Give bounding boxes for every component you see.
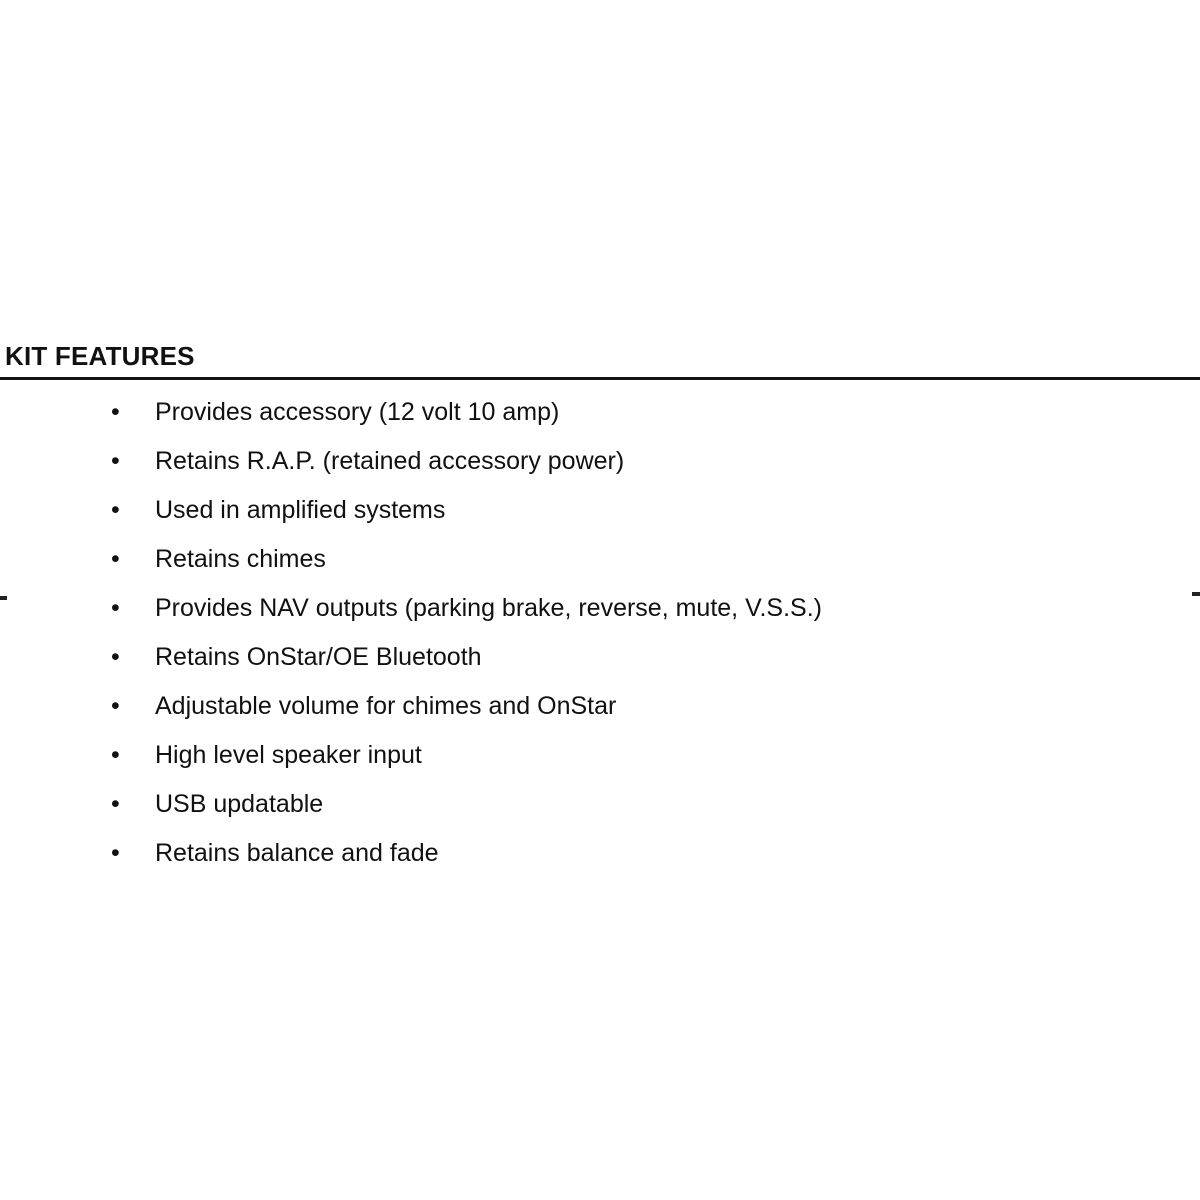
- feature-text: Used in amplified systems: [155, 496, 446, 524]
- feature-text: Provides accessory (12 volt 10 amp): [155, 398, 560, 426]
- heading-divider: [0, 377, 1200, 380]
- bullet-icon: •: [111, 398, 120, 426]
- right-edge-crop-mark: [1192, 592, 1200, 596]
- section-heading: KIT FEATURES: [5, 341, 195, 371]
- bullet-icon: •: [111, 545, 120, 573]
- feature-item: [0, 780, 1200, 829]
- left-edge-crop-mark: [0, 596, 7, 600]
- feature-text: Retains chimes: [155, 545, 326, 573]
- feature-text: Adjustable volume for chimes and OnStar: [155, 692, 617, 720]
- feature-text: USB updatable: [155, 790, 324, 818]
- bullet-icon: •: [111, 643, 120, 671]
- feature-item: [0, 437, 1200, 486]
- feature-text: Retains balance and fade: [155, 839, 439, 867]
- feature-text: Retains R.A.P. (retained accessory power): [155, 447, 625, 475]
- feature-text: Provides NAV outputs (parking brake, reverse, mute, V.S.S.): [155, 594, 822, 622]
- bullet-icon: •: [111, 447, 120, 475]
- feature-item: [0, 388, 1200, 437]
- feature-item: [0, 633, 1200, 682]
- feature-item: [0, 584, 1200, 633]
- feature-item: [0, 829, 1200, 878]
- feature-text: Retains OnStar/OE Bluetooth: [155, 643, 482, 671]
- feature-text: High level speaker input: [155, 741, 422, 769]
- feature-item: [0, 486, 1200, 535]
- bullet-icon: •: [111, 741, 120, 769]
- kit-features-section: [0, 341, 1200, 878]
- bullet-icon: •: [111, 594, 120, 622]
- feature-item: [0, 731, 1200, 780]
- feature-list: [0, 388, 1200, 878]
- bullet-icon: •: [111, 692, 120, 720]
- feature-item: [0, 682, 1200, 731]
- bullet-icon: •: [111, 496, 120, 524]
- feature-item: [0, 535, 1200, 584]
- bullet-icon: •: [111, 790, 120, 818]
- bullet-icon: •: [111, 839, 120, 867]
